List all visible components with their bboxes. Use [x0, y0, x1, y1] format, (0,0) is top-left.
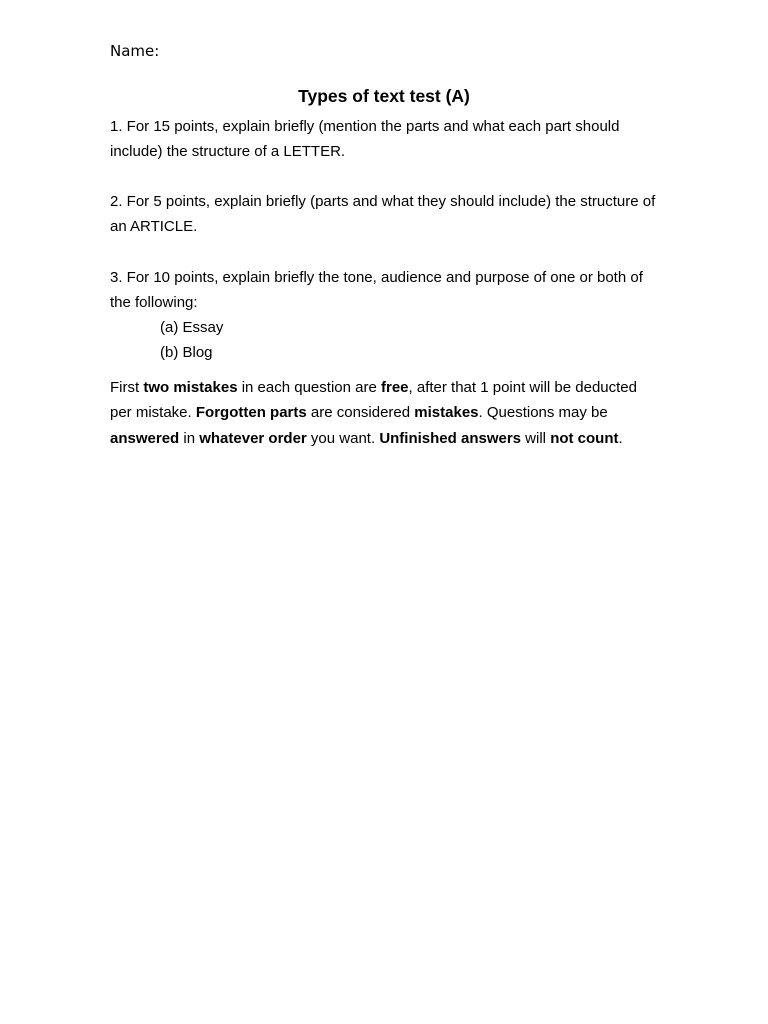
- rules-emphasis: mistakes: [414, 404, 479, 422]
- rules-emphasis: two mistakes: [143, 379, 238, 396]
- rules-emphasis: free: [380, 379, 409, 396]
- rules-emphasis: Unfinished answers: [379, 429, 522, 447]
- rules-text: will: [521, 429, 551, 447]
- rules-emphasis: whatever order: [199, 429, 307, 447]
- rules-text: you want.: [306, 429, 380, 447]
- rules-text: in each question are: [237, 379, 381, 396]
- rules-text: are considered: [306, 404, 415, 422]
- question-3-option-a: (a) Essay: [160, 319, 224, 336]
- question-3: 3. For 10 points, explain briefly the tone, audience and purpose of one or both of the following:: [110, 269, 643, 312]
- rules-text: .: [618, 429, 623, 447]
- rules-text: First: [110, 379, 144, 396]
- name-label: Name:: [110, 42, 160, 60]
- rules-text: , after that 1 point will be deducted per mistake.: [110, 379, 637, 422]
- rules-emphasis: answered: [110, 429, 180, 447]
- grading-rules: [110, 375, 662, 451]
- question-1: 1. For 15 points, explain briefly (mention the parts and what each part should include) the structure of a LETTER.: [110, 118, 620, 161]
- page-title: Types of text test (A): [298, 86, 470, 106]
- rules-emphasis: not count: [550, 429, 619, 447]
- question-2: 2. For 5 points, explain briefly (parts and what they should include) the structure of an ARTICLE.: [110, 193, 656, 236]
- rules-emphasis: Forgotten parts: [195, 404, 307, 422]
- question-3-option-b: (b) Blog: [160, 344, 213, 361]
- rules-text: in: [179, 429, 200, 447]
- rules-text: . Questions may be: [478, 404, 608, 422]
